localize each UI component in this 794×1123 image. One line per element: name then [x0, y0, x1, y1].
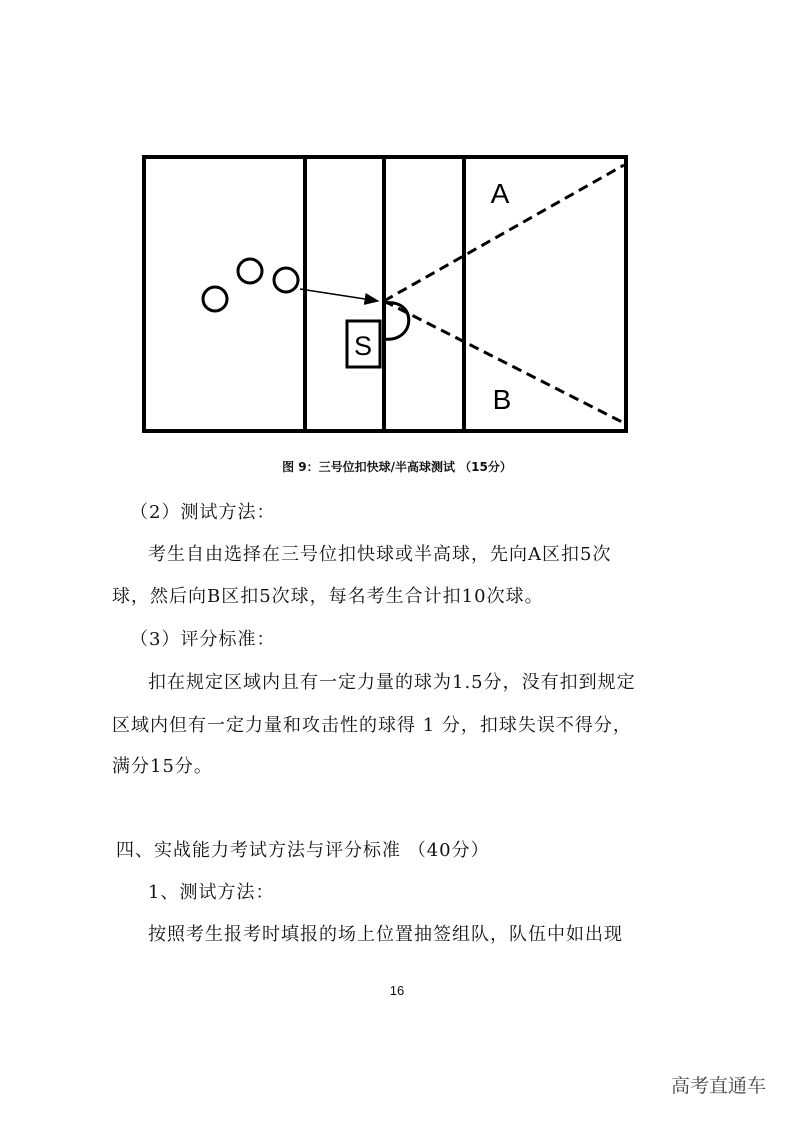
subsection-heading-test: 1、测试方法： [148, 882, 275, 903]
setter-label: S [353, 331, 373, 361]
paragraph-line: 满分15分。 [112, 756, 213, 777]
figure-caption: 图 9：三号位扣快球/半高球测试 （15分） [282, 460, 512, 474]
approach-arrow [300, 289, 378, 301]
subsection-heading-scoring: （3）评分标准： [130, 629, 276, 650]
player-marker [238, 259, 262, 283]
paragraph-line: 区域内但有一定力量和攻击性的球得 1 分，扣球失误不得分， [112, 715, 632, 736]
page-number: 16 [389, 983, 405, 998]
watermark-text: 高考直通车 [670, 1075, 766, 1097]
player-marker [203, 287, 227, 311]
section-heading: 四、实战能力考试方法与评分标准 （40分） [116, 840, 490, 861]
paragraph-line: 考生自由选择在三号位扣快球或半高球，先向A区扣5次 [148, 544, 612, 565]
volleyball-court-diagram [140, 153, 630, 435]
zone-b-label: B [492, 384, 512, 415]
zone-a-label: A [490, 178, 510, 209]
paragraph-line: 扣在规定区域内且有一定力量的球为1.5分，没有扣到规定 [148, 672, 636, 693]
subsection-heading-method: （2）测试方法： [130, 502, 276, 523]
player-marker [274, 268, 298, 292]
spike-arc [384, 303, 409, 340]
paragraph-line: 按照考生报考时填报的场上位置抽签组队，队伍中如出现 [148, 924, 623, 945]
paragraph-line: 球，然后向B区扣5次球，每名考生合计扣10次球。 [112, 586, 544, 607]
